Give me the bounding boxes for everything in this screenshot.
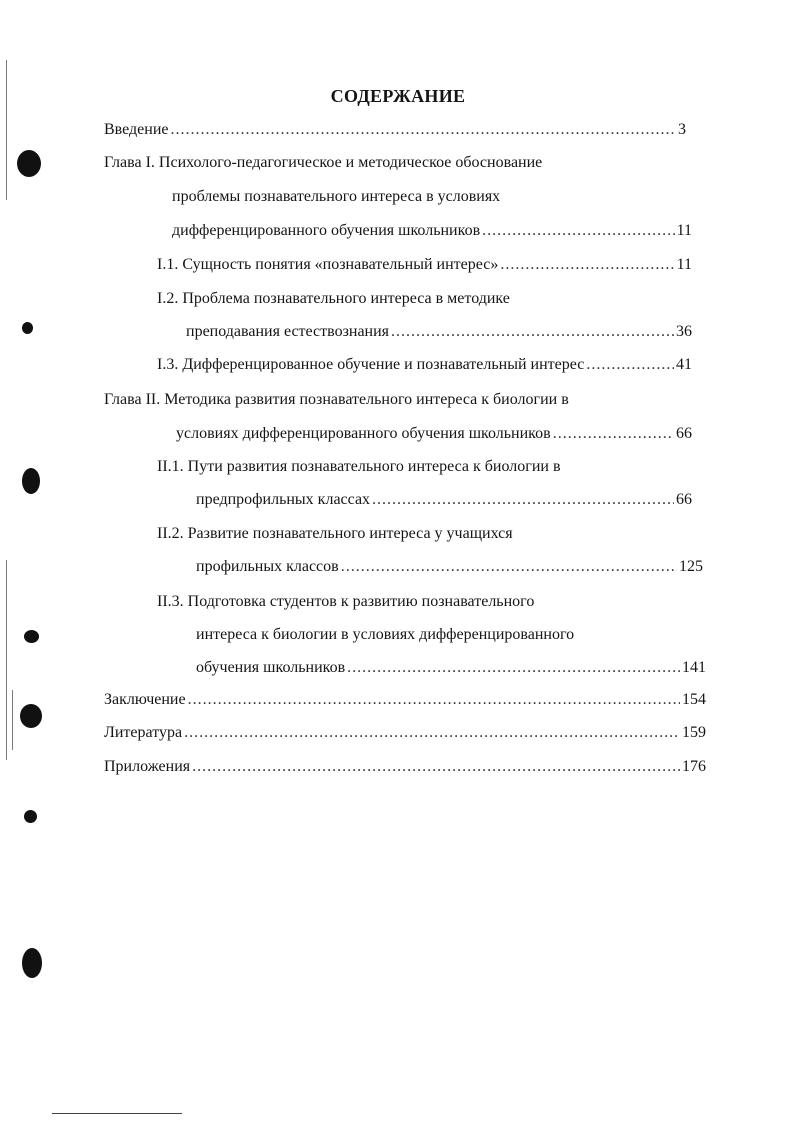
toc-page-number: 141: [682, 659, 706, 676]
toc-section-1-1: [157, 255, 692, 275]
toc-page-number: 11: [676, 222, 692, 239]
toc-section-1-3: [157, 355, 692, 375]
page-title: СОДЕРЖАНИЕ: [330, 86, 466, 106]
toc-section-1-2-last: [186, 322, 692, 342]
toc-entry-label: условиях дифференцированного обучения школьников: [176, 425, 551, 442]
toc-section-2-1-last: [196, 490, 692, 510]
toc-page-number: 125: [679, 558, 703, 575]
toc-entry-label: профильных классов: [196, 558, 339, 575]
toc-chapter-1-line-2: проблемы познавательного интереса в условиях: [172, 188, 501, 205]
toc-page-number: 3: [678, 121, 686, 138]
dot-leader: [372, 490, 674, 510]
dot-leader: [347, 658, 680, 678]
punch-hole-mark: [24, 630, 39, 643]
toc-page-number: 154: [682, 691, 706, 708]
punch-hole-mark: [24, 810, 37, 823]
toc-entry-label: Заключение: [104, 691, 186, 708]
punch-hole-mark: [22, 322, 33, 334]
toc-entry-label: Введение: [104, 121, 169, 138]
dot-leader: [188, 690, 680, 710]
punch-hole-mark: [22, 948, 42, 978]
toc-chapter-1-line-1: Глава I. Психолого-педагогическое и методическое обоснование: [104, 154, 543, 171]
dot-leader: [553, 424, 674, 444]
toc-page-number: 176: [682, 758, 706, 775]
toc-section-2-1-line-1: II.1. Пути развития познавательного интереса к биологии в: [157, 458, 561, 475]
toc-chapter-1-last: [172, 221, 692, 241]
dot-leader: [586, 355, 674, 375]
toc-page-number: 36: [676, 323, 692, 340]
toc-section-2-2-last: [196, 557, 703, 577]
toc-entry-literature: [104, 723, 706, 743]
toc-section-2-3-last: [196, 658, 706, 678]
toc-entry-label: I.1. Сущность понятия «познавательный интерес»: [157, 256, 499, 273]
toc-entry-intro: [104, 120, 686, 140]
toc-entry-label: предпрофильных классах: [196, 491, 371, 508]
scan-edge-line: [12, 690, 13, 750]
toc-entry-label: преподавания естествознания: [186, 323, 390, 340]
scan-edge-line: [6, 60, 7, 200]
dot-leader: [192, 757, 680, 777]
toc-chapter-2-line-1: Глава II. Методика развития познавательного интереса к биологии в: [104, 391, 569, 408]
toc-chapter-2-last: [176, 424, 692, 444]
toc-page-number: 11: [676, 256, 692, 273]
toc-entry-label: дифференцированного обучения школьников: [172, 222, 481, 239]
toc-entry-label: обучения школьников: [196, 659, 346, 676]
dot-leader: [391, 322, 674, 342]
toc-section-1-2-line-1: I.2. Проблема познавательного интереса в методике: [157, 290, 510, 307]
punch-hole-mark: [22, 468, 40, 494]
scan-bottom-line: [52, 1113, 182, 1114]
toc-entry-conclusion: [104, 690, 706, 710]
dot-leader: [184, 723, 680, 743]
toc-entry-label: I.3. Дифференцированное обучение и познавательный интерес: [157, 356, 585, 373]
toc-section-2-2-line-1: II.2. Развитие познавательного интереса у учащихся: [157, 525, 513, 542]
toc-section-2-3-line-1: II.3. Подготовка студентов к развитию познавательного: [157, 593, 535, 610]
punch-hole-mark: [20, 704, 42, 728]
toc-entry-label: Литература: [104, 724, 183, 741]
toc-page-number: 41: [676, 356, 692, 373]
toc-page-number: 66: [676, 425, 692, 442]
toc-page-number: 66: [676, 491, 692, 508]
dot-leader: [500, 255, 674, 275]
toc-entry-label: Приложения: [104, 758, 191, 775]
dot-leader: [341, 557, 677, 577]
dot-leader: [482, 221, 674, 241]
toc-section-2-3-line-2: интереса к биологии в условиях дифференцированного: [196, 626, 575, 643]
toc-entry-appendix: [104, 757, 706, 777]
punch-hole-mark: [17, 150, 41, 177]
dot-leader: [171, 120, 677, 140]
scan-edge-line: [6, 560, 7, 760]
toc-page-number: 159: [682, 724, 706, 741]
